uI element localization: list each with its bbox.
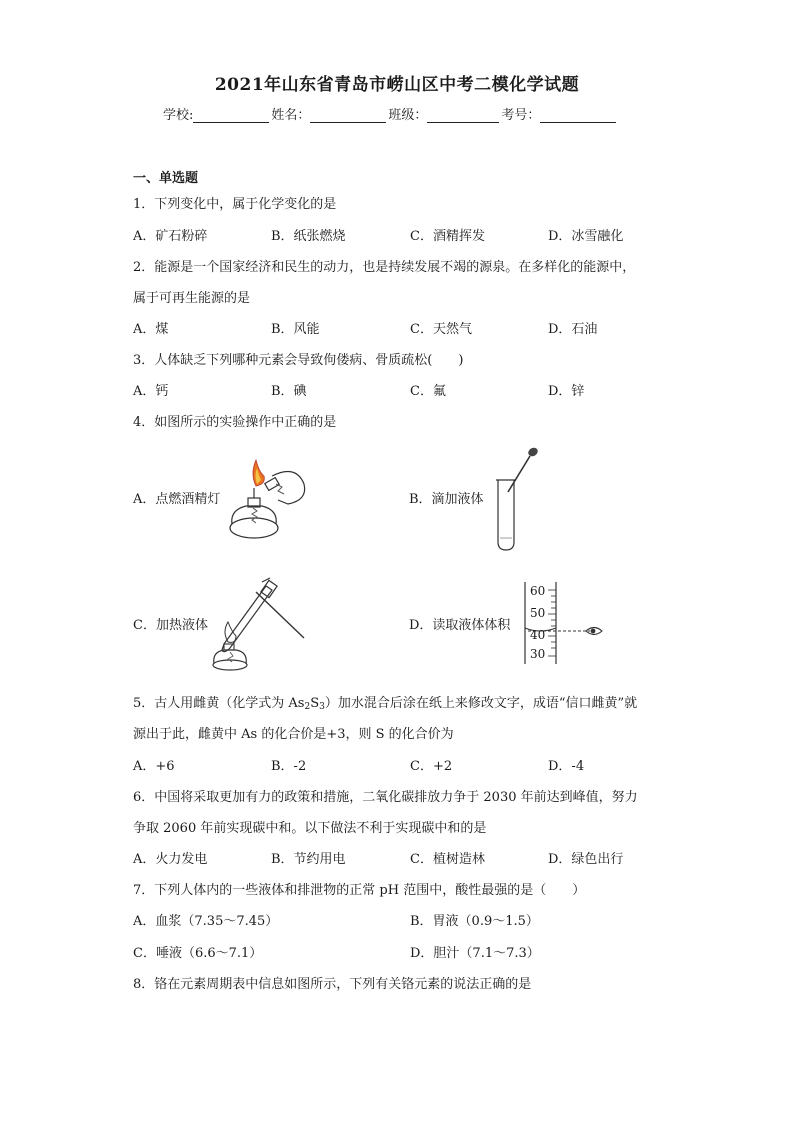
option-a[interactable]: A．矿石粉碎 [133, 229, 208, 244]
cylinder-tick-60: 60 [530, 584, 546, 598]
question-6-stem-cont: 争取 2060 年前实现碳中和。以下做法不利于实现碳中和的是 [133, 821, 487, 836]
cylinder-tick-40: 40 [530, 628, 546, 642]
option-b[interactable]: B．风能 [271, 322, 320, 337]
q5-sub-1: 2 [304, 702, 311, 712]
option-a[interactable]: A．火力发电 [133, 852, 208, 867]
question-5-stem [133, 692, 637, 712]
question-2-stem: 2．能源是一个国家经济和民生的动力，也是持续发展不竭的源泉。在多样化的能源中， [133, 260, 636, 275]
alcohol-lamp-lighting-figure [226, 454, 312, 544]
question-4-stem: 4．如图所示的实验操作中正确的是 [133, 415, 337, 430]
school-blank[interactable] [193, 108, 269, 123]
option-d[interactable]: D．石油 [548, 322, 598, 337]
option-b[interactable]: B．-2 [271, 759, 307, 774]
option-d[interactable]: D．-4 [548, 759, 585, 774]
option-d[interactable]: D．锌 [548, 384, 585, 399]
school-label: 学校: [163, 108, 194, 123]
section-title: 一、单选题 [133, 171, 199, 186]
option-c[interactable]: C．唾液（6.6～7.1） [133, 946, 263, 961]
option-c[interactable]: C．氟 [410, 384, 446, 399]
class-label: 班级： [388, 108, 428, 123]
option-d[interactable]: D．胆汁（7.1～7.3） [410, 946, 540, 961]
exam-no-label: 考号： [501, 108, 541, 123]
student-info-row [163, 104, 618, 123]
heating-liquid-figure [210, 574, 310, 672]
exam-title: 2021年山东省青岛市崂山区中考二模化学试题 [214, 75, 580, 95]
option-b[interactable]: B．纸张燃烧 [271, 229, 346, 244]
question-8-stem: 8．铬在元素周期表中信息如图所示，下列有关铬元素的说法正确的是 [133, 977, 532, 992]
option-d[interactable]: D．冰雪融化 [548, 229, 624, 244]
dropping-liquid-figure [494, 444, 544, 552]
name-label: 姓名： [271, 108, 311, 123]
option-d[interactable]: D．读取液体体积 [409, 618, 511, 633]
question-7-stem: 7．下列人体内的一些液体和排泄物的正常 pH 范围中，酸性最强的是（ ） [133, 883, 586, 898]
question-1-stem: 1．下列变化中，属于化学变化的是 [133, 197, 337, 212]
q5-stem-part-b: S [310, 696, 320, 711]
q5-stem-part-a: 5．古人用雌黄（化学式为 As [133, 696, 305, 711]
option-c[interactable]: C．植树造林 [410, 852, 485, 867]
q5-sub-2: 3 [319, 702, 325, 712]
option-b[interactable]: B．碘 [271, 384, 307, 399]
option-b[interactable]: B．胃液（0.9～1.5） [410, 914, 539, 929]
cylinder-tick-30: 30 [530, 647, 546, 661]
option-b[interactable]: B．节约用电 [271, 852, 346, 867]
question-5-stem-cont: 源出于此，雌黄中 As 的化合价是+3，则 S 的化合价为 [133, 727, 454, 742]
option-a[interactable]: A．点燃酒精灯 [133, 492, 221, 507]
question-2-stem-cont: 属于可再生能源的是 [133, 291, 251, 306]
class-blank[interactable] [427, 108, 499, 123]
option-b[interactable]: B．滴加液体 [409, 492, 484, 507]
option-a[interactable]: A．煤 [133, 322, 169, 337]
option-a[interactable]: A．血浆（7.35～7.45） [133, 914, 279, 929]
question-3-stem: 3．人体缺乏下列哪种元素会导致佝偻病、骨质疏松( ) [133, 353, 464, 368]
option-a[interactable]: A．+6 [133, 759, 175, 774]
question-6-stem: 6．中国将采取更加有力的政策和措施，二氧化碳排放力争于 2030 年前达到峰值，努力 [133, 790, 638, 805]
option-c[interactable]: C．酒精挥发 [410, 229, 485, 244]
option-c[interactable]: C．天然气 [410, 322, 472, 337]
cylinder-tick-50: 50 [530, 606, 546, 620]
option-c[interactable]: C．+2 [410, 759, 453, 774]
name-blank[interactable] [310, 108, 386, 123]
exam-no-blank[interactable] [540, 108, 616, 123]
q5-stem-part-c: ）加水混合后涂在纸上来修改文字，成语“信口雌黄”就 [324, 696, 638, 711]
option-d[interactable]: D．绿色出行 [548, 852, 624, 867]
option-a[interactable]: A．钙 [133, 384, 169, 399]
option-c[interactable]: C．加热液体 [133, 618, 208, 633]
